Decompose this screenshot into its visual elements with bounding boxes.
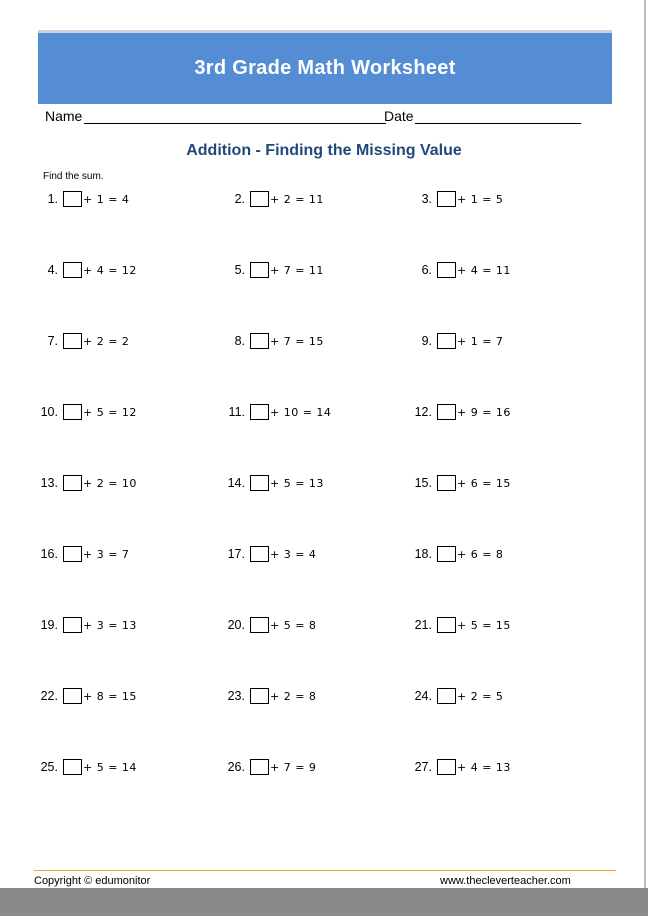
problem-item — [223, 544, 316, 564]
date-label: Date — [384, 108, 414, 124]
problem-item — [36, 473, 137, 493]
problem-equation: + 1 = 5 — [457, 192, 504, 206]
problem-item — [223, 331, 324, 351]
answer-box[interactable] — [63, 688, 82, 704]
problem-number: 16. — [40, 547, 58, 561]
problem-equation: + 1 = 4 — [83, 192, 130, 206]
answer-box[interactable] — [63, 546, 82, 562]
problem-number: 14. — [227, 476, 245, 490]
problem-equation: + 5 = 15 — [457, 618, 511, 632]
problem-number: 24. — [414, 689, 432, 703]
problem-equation: + 6 = 8 — [457, 547, 504, 561]
answer-box[interactable] — [437, 617, 456, 633]
answer-box[interactable] — [250, 475, 269, 491]
problem-equation: + 3 = 13 — [83, 618, 137, 632]
problem-equation: + 2 = 2 — [83, 334, 130, 348]
answer-box[interactable] — [437, 475, 456, 491]
problem-item — [410, 331, 503, 351]
problem-number: 12. — [414, 405, 432, 419]
answer-box[interactable] — [250, 262, 269, 278]
problem-item — [410, 473, 511, 493]
problem-equation: + 4 = 12 — [83, 263, 137, 277]
problem-equation: + 3 = 4 — [270, 547, 317, 561]
answer-box[interactable] — [437, 546, 456, 562]
problem-equation: + 4 = 13 — [457, 760, 511, 774]
footer-divider — [34, 870, 616, 871]
answer-box[interactable] — [250, 617, 269, 633]
problem-number: 18. — [414, 547, 432, 561]
problem-item — [36, 331, 129, 351]
problem-item — [410, 189, 503, 209]
problem-number: 23. — [227, 689, 245, 703]
problem-equation: + 7 = 11 — [270, 263, 324, 277]
problem-equation: + 5 = 8 — [270, 618, 317, 632]
problem-item — [223, 473, 324, 493]
problem-number: 13. — [40, 476, 58, 490]
problem-equation: + 2 = 5 — [457, 689, 504, 703]
problem-item — [223, 615, 316, 635]
answer-box[interactable] — [63, 333, 82, 349]
name-date-row — [45, 108, 585, 126]
answer-box[interactable] — [63, 191, 82, 207]
problem-item — [36, 260, 137, 280]
problem-item — [36, 615, 137, 635]
problem-equation: + 1 = 7 — [457, 334, 504, 348]
answer-box[interactable] — [250, 404, 269, 420]
problem-item — [410, 260, 511, 280]
problem-item — [410, 686, 503, 706]
problem-equation: + 7 = 9 — [270, 760, 317, 774]
problem-number: 2. — [234, 192, 245, 206]
problem-equation: + 2 = 8 — [270, 689, 317, 703]
problem-item — [36, 757, 137, 777]
problem-number: 6. — [421, 263, 432, 277]
answer-box[interactable] — [63, 617, 82, 633]
answer-box[interactable] — [63, 404, 82, 420]
problem-number: 8. — [234, 334, 245, 348]
problem-equation: + 5 = 13 — [270, 476, 324, 490]
problem-equation: + 2 = 11 — [270, 192, 324, 206]
problem-item — [36, 544, 129, 564]
problem-number: 17. — [227, 547, 245, 561]
name-field[interactable] — [84, 123, 386, 124]
problem-item — [223, 757, 316, 777]
answer-box[interactable] — [437, 688, 456, 704]
date-field[interactable] — [415, 123, 581, 124]
problem-number: 3. — [421, 192, 432, 206]
answer-box[interactable] — [250, 546, 269, 562]
problem-item — [36, 402, 137, 422]
problem-equation: + 9 = 16 — [457, 405, 511, 419]
answer-box[interactable] — [437, 404, 456, 420]
problem-item — [223, 402, 331, 422]
answer-box[interactable] — [437, 759, 456, 775]
problem-equation: + 3 = 7 — [83, 547, 130, 561]
problem-equation: + 6 = 15 — [457, 476, 511, 490]
problem-number: 15. — [414, 476, 432, 490]
problem-number: 11. — [228, 405, 245, 419]
problem-item — [410, 757, 511, 777]
answer-box[interactable] — [250, 759, 269, 775]
section-title: Addition - Finding the Missing Value — [186, 142, 462, 159]
name-label: Name — [45, 108, 83, 124]
problem-item — [410, 544, 503, 564]
problem-number: 22. — [40, 689, 58, 703]
answer-box[interactable] — [437, 191, 456, 207]
problem-number: 5. — [234, 263, 245, 277]
answer-box[interactable] — [63, 475, 82, 491]
problem-equation: + 10 = 14 — [270, 405, 332, 419]
problem-equation: + 5 = 12 — [83, 405, 137, 419]
problem-item — [36, 686, 137, 706]
problem-number: 25. — [40, 760, 58, 774]
problem-number: 10. — [40, 405, 58, 419]
answer-box[interactable] — [250, 191, 269, 207]
problem-item — [410, 402, 511, 422]
instruction-text: Find the sum. — [43, 171, 104, 182]
problem-number: 4. — [47, 263, 58, 277]
answer-box[interactable] — [250, 333, 269, 349]
problem-number: 19. — [40, 618, 58, 632]
problem-equation: + 7 = 15 — [270, 334, 324, 348]
answer-box[interactable] — [437, 333, 456, 349]
problem-item — [410, 615, 511, 635]
problem-equation: + 5 = 14 — [83, 760, 137, 774]
viewer-bottom-bar — [0, 888, 648, 916]
problem-item — [223, 686, 316, 706]
website-text: www.thecleverteacher.com — [440, 875, 571, 887]
problem-number: 27. — [414, 760, 432, 774]
problem-number: 9. — [421, 334, 432, 348]
problem-number: 7. — [47, 334, 58, 348]
problem-number: 26. — [227, 760, 245, 774]
problem-equation: + 4 = 11 — [457, 263, 511, 277]
problem-item — [223, 189, 324, 209]
worksheet-header — [38, 30, 612, 104]
answer-box[interactable] — [63, 262, 82, 278]
answer-box[interactable] — [63, 759, 82, 775]
problem-item — [36, 189, 129, 209]
problem-item — [223, 260, 324, 280]
problem-number: 1. — [47, 192, 58, 206]
answer-box[interactable] — [437, 262, 456, 278]
problem-equation: + 8 = 15 — [83, 689, 137, 703]
problem-number: 20. — [227, 618, 245, 632]
answer-box[interactable] — [250, 688, 269, 704]
problem-equation: + 2 = 10 — [83, 476, 137, 490]
problem-number: 21. — [414, 618, 432, 632]
worksheet-title: 3rd Grade Math Worksheet — [194, 57, 456, 79]
copyright-text: Copyright © edumonitor — [34, 875, 151, 887]
